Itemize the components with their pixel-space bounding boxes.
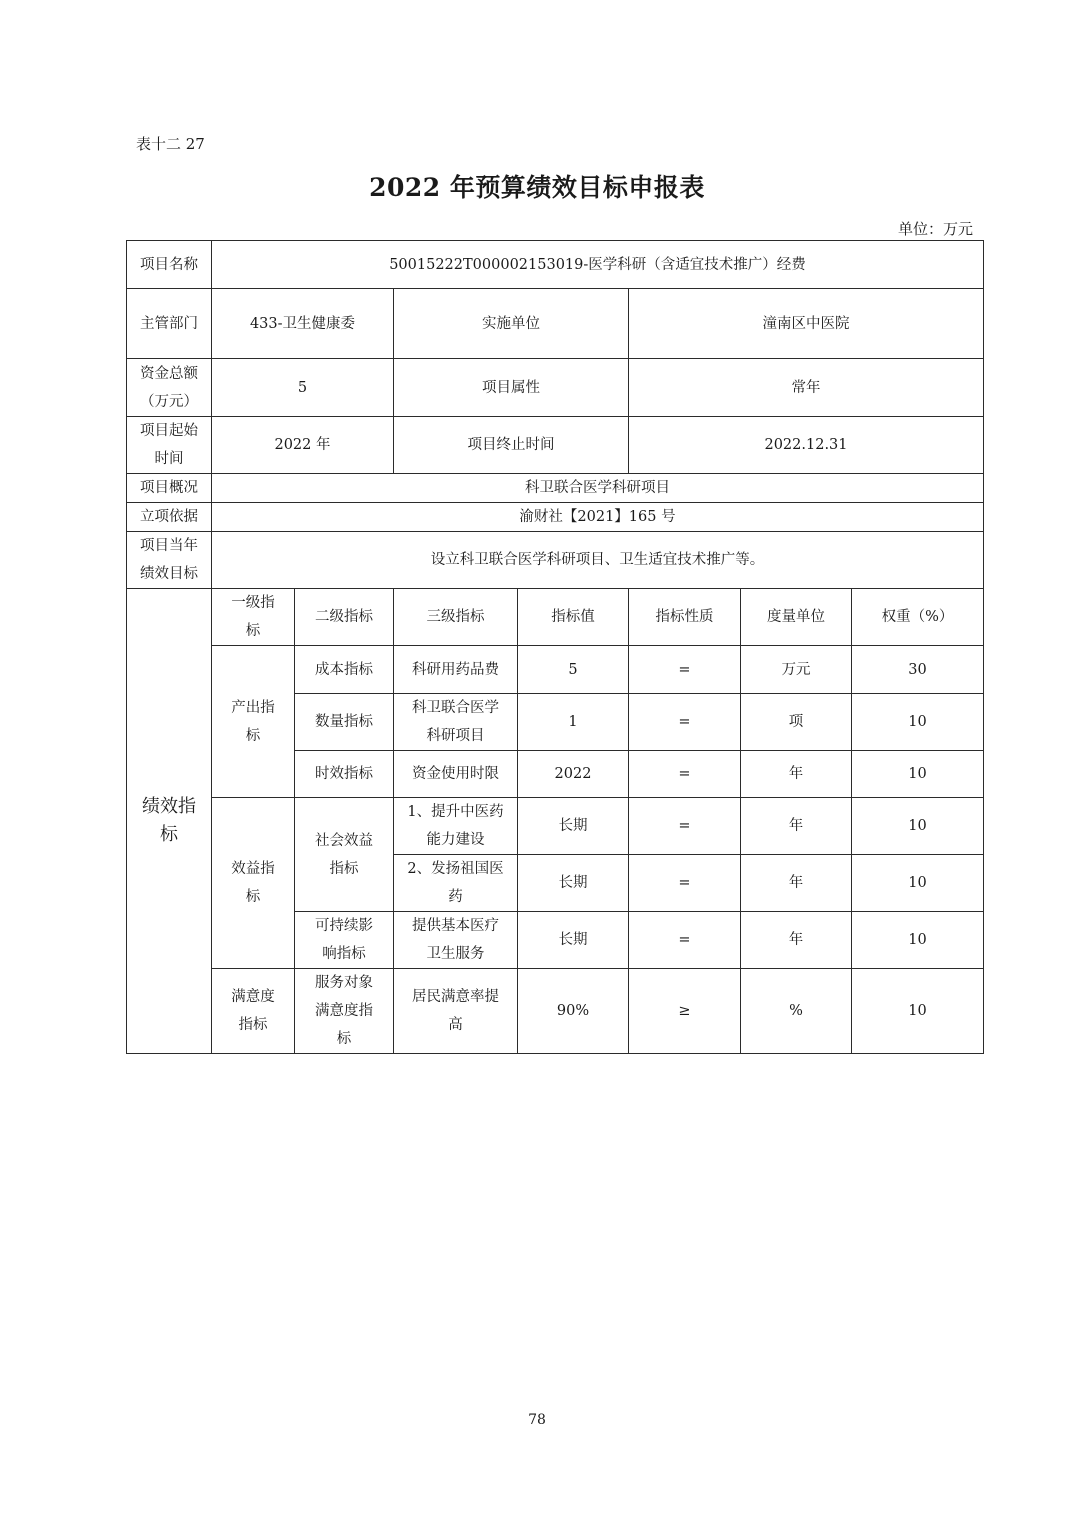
cell-value: 5 [518, 646, 629, 694]
document-title: 2022 年预算绩效目标申报表 [369, 173, 705, 202]
fund-label: 资金总额 （万元） [127, 359, 212, 417]
cell-nature: = [629, 798, 741, 855]
cell-unit: 年 [741, 912, 852, 969]
cell-weight: 10 [852, 855, 984, 912]
project-name-label: 项目名称 [127, 241, 212, 289]
sub-social-benefit: 社会效益 指标 [295, 798, 394, 912]
table-row [127, 798, 984, 855]
row-overview [127, 474, 984, 503]
cell-weight: 30 [852, 646, 984, 694]
group-benefit: 效益指 标 [212, 798, 295, 969]
header-unit: 度量单位 [741, 589, 852, 646]
cell-value: 2022 [518, 751, 629, 798]
cell-nature: = [629, 855, 741, 912]
cell-unit: % [741, 969, 852, 1054]
perf-header-row [127, 589, 984, 646]
row-annual-goal [127, 532, 984, 589]
cell-unit: 年 [741, 855, 852, 912]
goal-label: 项目当年 绩效目标 [127, 532, 212, 589]
cell-level3: 资金使用时限 [394, 751, 518, 798]
cell-level3: 提供基本医疗 卫生服务 [394, 912, 518, 969]
end-value: 2022.12.31 [629, 417, 984, 474]
row-project-name [127, 241, 984, 289]
cell-level2: 数量指标 [295, 694, 394, 751]
cell-weight: 10 [852, 694, 984, 751]
header-nature: 指标性质 [629, 589, 741, 646]
header-level3: 三级指标 [394, 589, 518, 646]
cell-unit: 年 [741, 751, 852, 798]
start-label: 项目起始 时间 [127, 417, 212, 474]
cell-unit: 万元 [741, 646, 852, 694]
row-basis [127, 503, 984, 532]
page-number: 78 [528, 1412, 546, 1428]
fund-value: 5 [212, 359, 394, 417]
cell-unit: 项 [741, 694, 852, 751]
perf-section-label: 绩效指 标 [127, 589, 212, 1054]
impl-label: 实施单位 [394, 289, 629, 359]
row-department [127, 289, 984, 359]
cell-nature: = [629, 751, 741, 798]
sub-service-satisfaction: 服务对象 满意度指 标 [295, 969, 394, 1054]
cell-weight: 10 [852, 969, 984, 1054]
goal-value: 设立科卫联合医学科研项目、卫生适宜技术推广等。 [212, 532, 984, 589]
cell-weight: 10 [852, 798, 984, 855]
basis-label: 立项依据 [127, 503, 212, 532]
cell-level2: 成本指标 [295, 646, 394, 694]
row-fund [127, 359, 984, 417]
attr-value: 常年 [629, 359, 984, 417]
attr-label: 项目属性 [394, 359, 629, 417]
cell-weight: 10 [852, 912, 984, 969]
cell-level2: 时效指标 [295, 751, 394, 798]
cell-level3: 2、发扬祖国医 药 [394, 855, 518, 912]
cell-value: 长期 [518, 855, 629, 912]
unit-label: 单位：万元 [897, 220, 973, 238]
cell-value: 1 [518, 694, 629, 751]
cell-unit: 年 [741, 798, 852, 855]
cell-level3: 居民满意率提 高 [394, 969, 518, 1054]
header-level2: 二级指标 [295, 589, 394, 646]
table-row [127, 969, 984, 1054]
cell-level3: 1、提升中医药 能力建设 [394, 798, 518, 855]
table-number: 表十二 27 [136, 135, 205, 153]
group-satisfaction: 满意度 指标 [212, 969, 295, 1054]
impl-value: 潼南区中医院 [629, 289, 984, 359]
table-row [127, 646, 984, 694]
end-label: 项目终止时间 [394, 417, 629, 474]
cell-value: 长期 [518, 798, 629, 855]
row-period [127, 417, 984, 474]
cell-nature: = [629, 912, 741, 969]
cell-value: 90% [518, 969, 629, 1054]
dept-label: 主管部门 [127, 289, 212, 359]
header-weight: 权重（%） [852, 589, 984, 646]
overview-value: 科卫联合医学科研项目 [212, 474, 984, 503]
overview-label: 项目概况 [127, 474, 212, 503]
basis-value: 渝财社【2021】165 号 [212, 503, 984, 532]
project-name-value: 50015222T000002153019-医学科研（含适宜技术推广）经费 [212, 241, 984, 289]
start-value: 2022 年 [212, 417, 394, 474]
sub-sustainable-impact: 可持续影 响指标 [295, 912, 394, 969]
cell-level3: 科卫联合医学 科研项目 [394, 694, 518, 751]
budget-performance-table [126, 240, 984, 1054]
group-output: 产出指 标 [212, 646, 295, 798]
cell-level3: 科研用药品费 [394, 646, 518, 694]
cell-nature: = [629, 646, 741, 694]
cell-value: 长期 [518, 912, 629, 969]
cell-nature: ≥ [629, 969, 741, 1054]
header-value: 指标值 [518, 589, 629, 646]
dept-value: 433-卫生健康委 [212, 289, 394, 359]
cell-nature: = [629, 694, 741, 751]
header-level1: 一级指 标 [212, 589, 295, 646]
cell-weight: 10 [852, 751, 984, 798]
